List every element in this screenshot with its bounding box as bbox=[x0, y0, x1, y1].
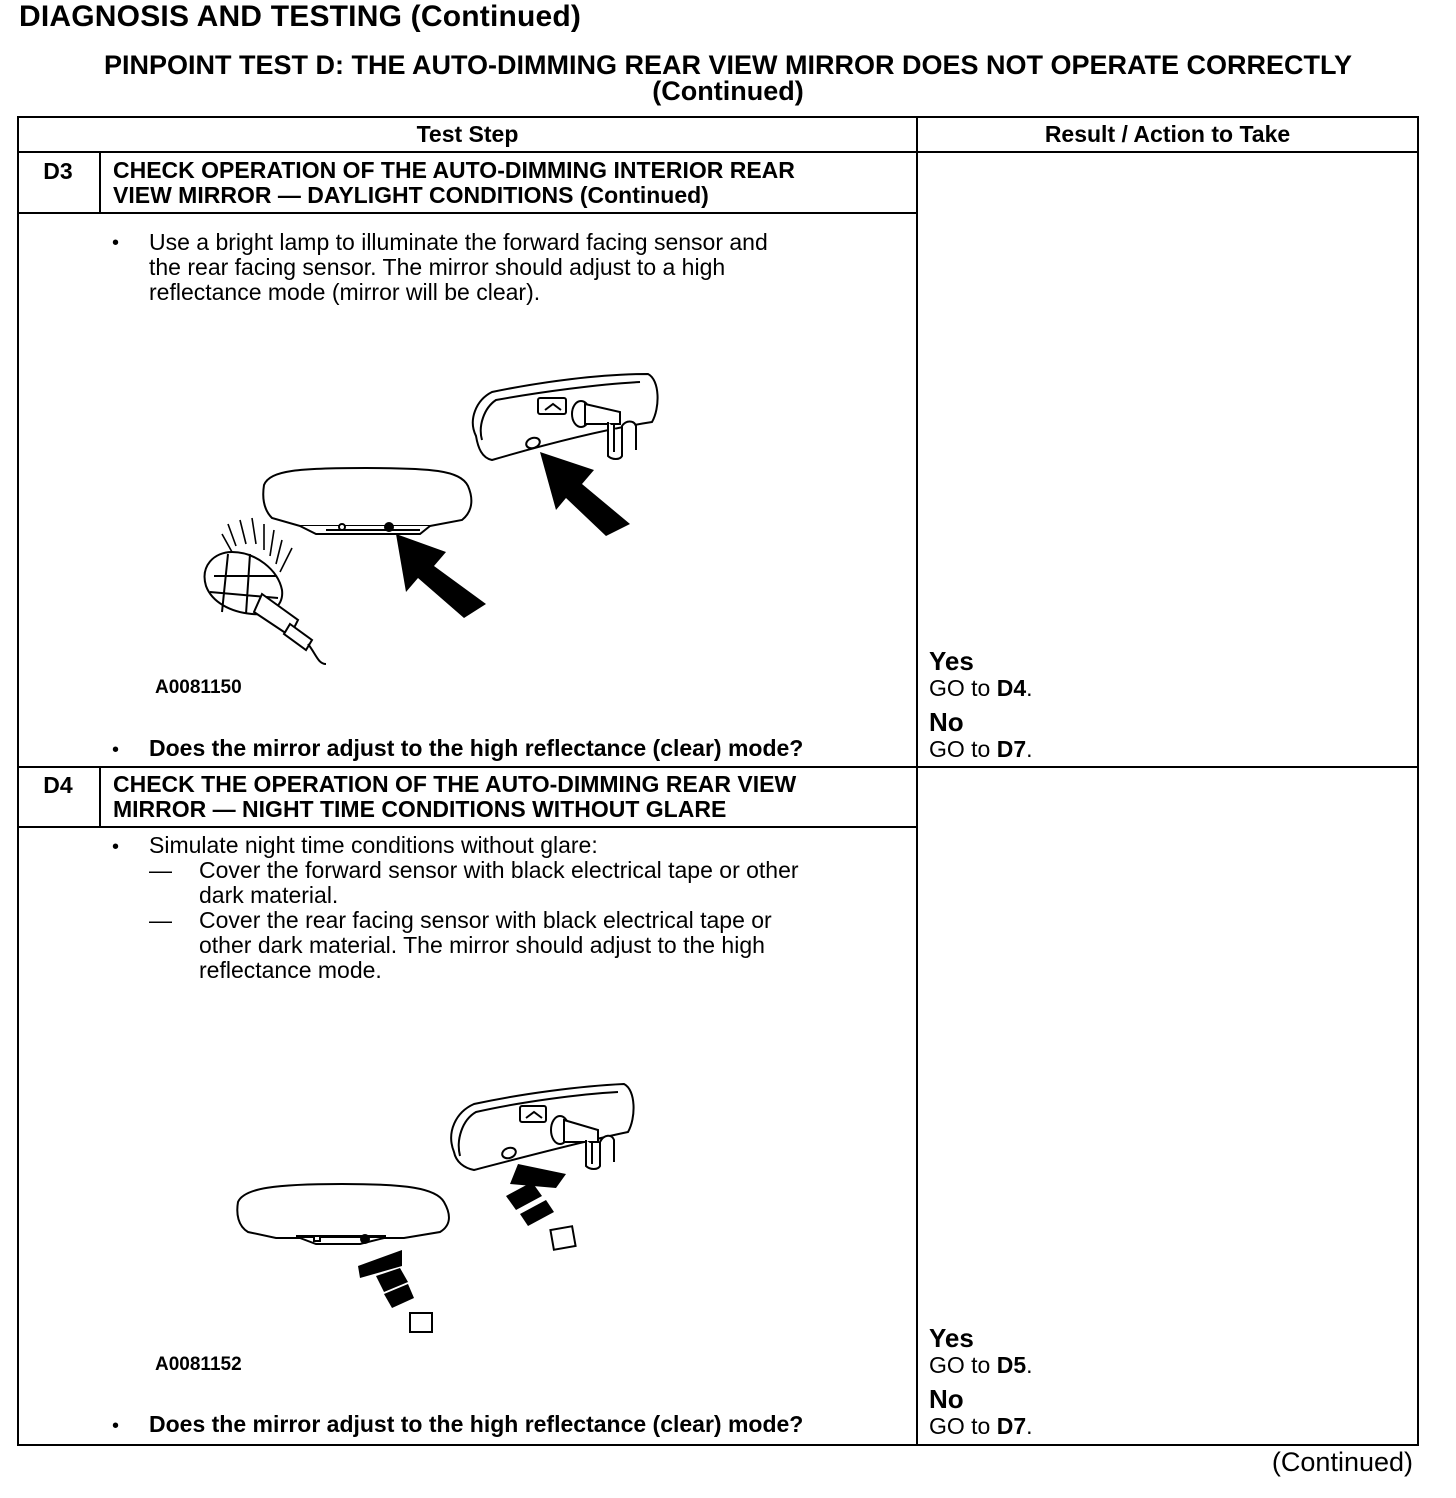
d4-mirror-front-view bbox=[237, 1184, 449, 1244]
d4-result-no-label: No bbox=[929, 1384, 964, 1414]
step-title-d4-line2: MIRROR — NIGHT TIME CONDITIONS WITHOUT GLARE bbox=[113, 796, 727, 822]
d4-result-no-action bbox=[929, 1413, 1033, 1440]
d3-yes-goto-step-link[interactable]: D4 bbox=[996, 675, 1027, 701]
d4-sub-item2-line2: other dark material. The mirror should adjust to the high bbox=[199, 932, 765, 958]
d4-result-yes-action bbox=[929, 1352, 1033, 1379]
d4-tape-square-icon-rear bbox=[550, 1226, 575, 1250]
step-title-d3-line1: CHECK OPERATION OF THE AUTO-DIMMING INTERIOR REAR bbox=[113, 157, 795, 183]
page-title: DIAGNOSIS AND TESTING (Continued) bbox=[19, 0, 582, 33]
d4-arrow-forward-sensor bbox=[358, 1250, 414, 1308]
d4-figure-id: A0081152 bbox=[155, 1354, 242, 1375]
d3-no-goto-text: GO to bbox=[929, 736, 997, 762]
d4-sub-item2-dash: — bbox=[149, 907, 172, 933]
d4-sub-item2-line3: reflectance mode. bbox=[199, 957, 382, 983]
d4-bullet-icon: • bbox=[112, 836, 120, 858]
column-header-result: Result / Action to Take bbox=[1044, 121, 1291, 147]
d4-arrow-rear-sensor bbox=[506, 1164, 566, 1226]
d4-no-period: . bbox=[1026, 1413, 1033, 1439]
d3-yes-period: . bbox=[1026, 675, 1033, 701]
d4-sub-item2-line1: Cover the rear facing sensor with black electrical tape or bbox=[199, 907, 772, 933]
d4-yes-goto-step-link[interactable]: D5 bbox=[996, 1352, 1027, 1378]
d3-question-bullet-icon: • bbox=[112, 739, 120, 761]
step-id-d3: D3 bbox=[43, 158, 73, 184]
d3-bullet-icon: • bbox=[112, 232, 120, 254]
d4-result-yes-label: Yes bbox=[929, 1323, 974, 1353]
d4-yes-period: . bbox=[1026, 1352, 1033, 1378]
d3-result-no-label: No bbox=[929, 707, 964, 737]
d4-question-bullet-icon: • bbox=[112, 1415, 120, 1437]
d4-yes-goto-text: GO to bbox=[929, 1352, 997, 1378]
step-title-d4-line1: CHECK THE OPERATION OF THE AUTO-DIMMING REAR VIEW bbox=[113, 771, 797, 797]
d4-no-goto-text: GO to bbox=[929, 1413, 997, 1439]
d4-sub-item1-dash: — bbox=[149, 857, 172, 883]
d3-yes-goto-text: GO to bbox=[929, 675, 997, 701]
d4-intro: Simulate night time conditions without glare: bbox=[149, 832, 598, 858]
step-title-d3-line2: VIEW MIRROR — DAYLIGHT CONDITIONS (Continued) bbox=[113, 182, 709, 208]
d3-instruction-line3: reflectance mode (mirror will be clear). bbox=[149, 279, 541, 305]
continued-footer: (Continued) bbox=[1271, 1447, 1413, 1477]
d3-instruction-line1: Use a bright lamp to illuminate the forward facing sensor and bbox=[149, 229, 768, 255]
d3-instruction-line2: the rear facing sensor. The mirror should adjust to a high bbox=[149, 254, 726, 280]
d3-no-period: . bbox=[1026, 736, 1033, 762]
d4-mirror-rear-view bbox=[451, 1084, 633, 1170]
d4-no-goto-step-link[interactable]: D7 bbox=[996, 1413, 1027, 1439]
d3-figure-id: A0081150 bbox=[155, 677, 242, 698]
d3-result-yes-label: Yes bbox=[929, 646, 974, 676]
pinpoint-test-title-line1: PINPOINT TEST D: THE AUTO-DIMMING REAR VIEW MIRROR DOES NOT OPERATE CORRECTLY bbox=[103, 50, 1353, 80]
d4-sub-item1-line1: Cover the forward sensor with black electrical tape or other bbox=[199, 857, 799, 883]
d3-no-goto-step-link[interactable]: D7 bbox=[996, 736, 1027, 762]
d4-sub-item1-line2: dark material. bbox=[199, 882, 339, 908]
d4-tape-square-icon-front bbox=[410, 1313, 432, 1332]
step-id-d4: D4 bbox=[43, 772, 73, 798]
d3-question: Does the mirror adjust to the high reflectance (clear) mode? bbox=[149, 735, 804, 761]
d4-question: Does the mirror adjust to the high reflectance (clear) mode? bbox=[149, 1411, 804, 1437]
column-header-test-step: Test Step bbox=[416, 121, 519, 147]
pinpoint-test-title-line2: (Continued) bbox=[652, 76, 804, 106]
